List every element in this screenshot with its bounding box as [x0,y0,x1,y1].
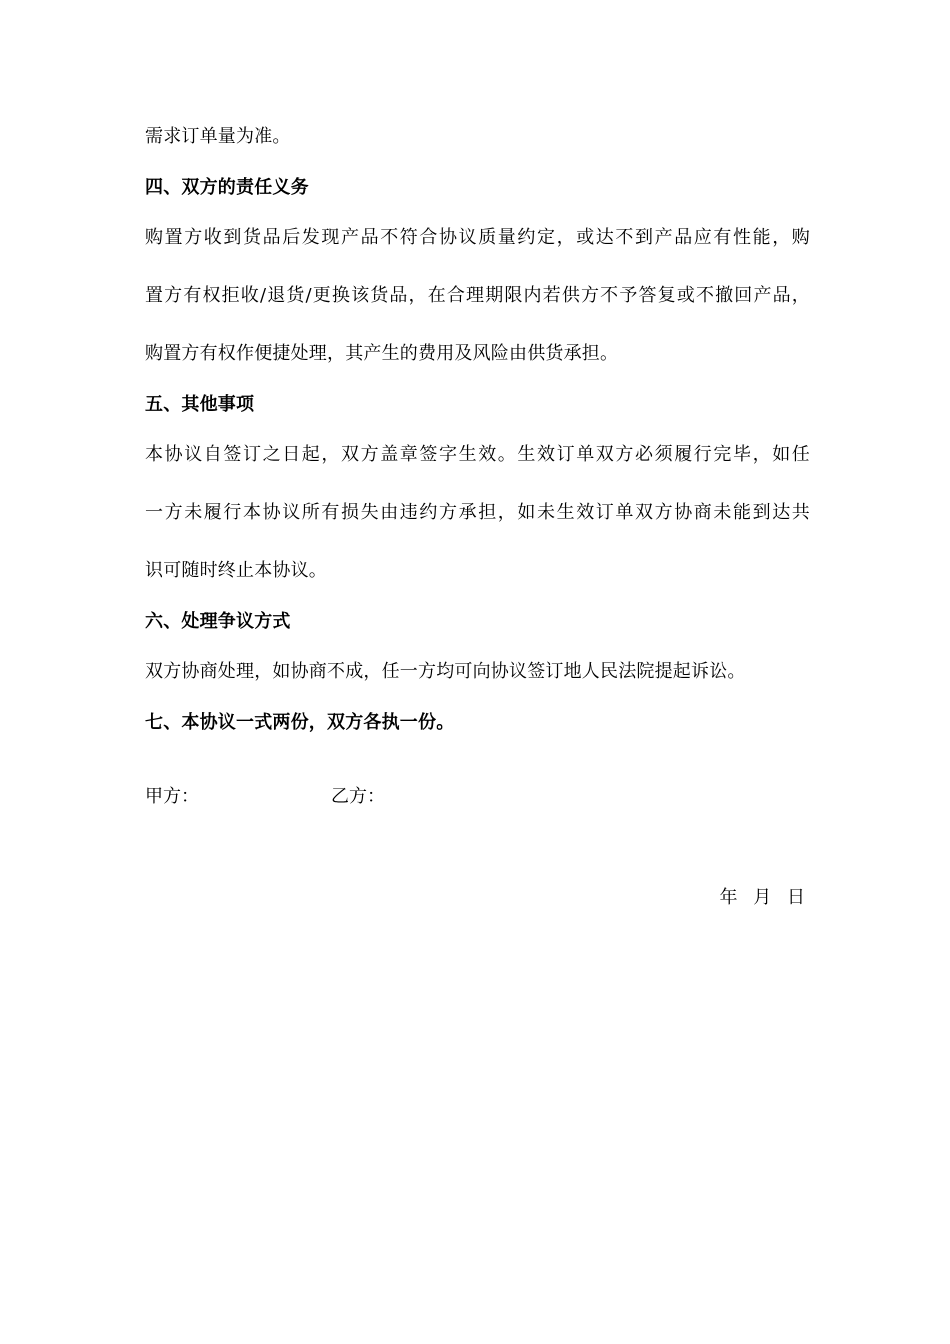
section-5-line-2: 一方未履行本协议所有损失由违约方承担，如未生效订单双方协商未能到达共 [145,502,810,523]
section-heading-7: 七、本协议一式两份，双方各执一份。 [145,712,455,733]
party-a-label: 甲方： [145,786,199,807]
section-5-line-3: 识可随时终止本协议。 [145,560,327,581]
paragraph-continuation: 需求订单量为准。 [145,126,291,147]
section-4-line-3: 购置方有权作便捷处理，其产生的费用及风险由供货承担。 [145,343,619,364]
section-heading-6: 六、处理争议方式 [145,611,291,632]
section-4-line-1: 购置方收到货品后发现产品不符合协议质量约定，或达不到产品应有性能，购 [145,227,810,248]
section-heading-5: 五、其他事项 [145,394,255,415]
signature-date: 年 月 日 [719,887,805,908]
party-b-label: 乙方： [331,786,385,807]
section-6-line-1: 双方协商处理，如协商不成，任一方均可向协议签订地人民法院提起诉讼。 [145,661,746,682]
section-4-line-2: 置方有权拒收/退货/更换该货品，在合理期限内若供方不予答复或不撤回产品， [145,285,810,306]
section-heading-4: 四、双方的责任义务 [145,177,309,198]
section-5-line-1: 本协议自签订之日起，双方盖章签字生效。生效订单双方必须履行完毕，如任 [145,444,810,465]
